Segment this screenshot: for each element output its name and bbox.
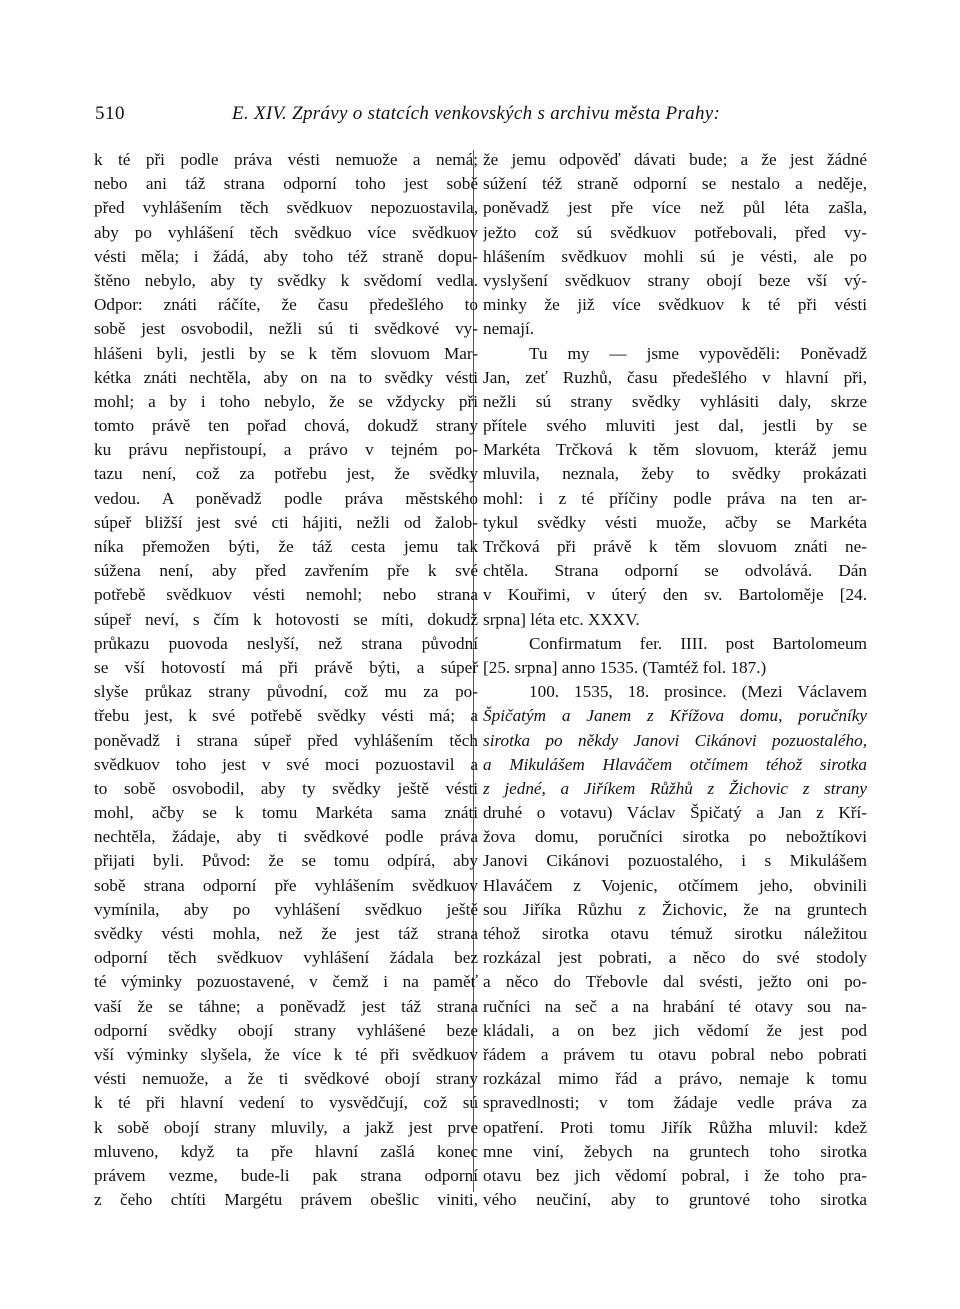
text-line: sou Jiříka Růzhu z Žichovic, že na gruntech [483,899,867,919]
text-line: v Kouřimi, v úterý den sv. Bartoloměje [24. [483,585,867,605]
text-line: nebo ani táž strana odporní toho jest sobě [94,174,478,194]
text-line: Janovi Cikánovi pozuostalého, i s Mikulášem [483,851,867,871]
text-line: Markéta Trčková k těm slovuom, kteráž jemu [483,440,867,460]
text-line: před vyhlášením těch svědkuov nepozuostavila, [94,198,478,218]
text-line: odporní svědky obojí strany vyhlášené beze [94,1020,478,1040]
paragraph-entry-100 [483,680,867,1212]
text-line: sirotka po někdy Janovi Cikánovi pozuostalého, [483,730,867,750]
text-line: poněvadž jest pře více než půl léta zašla, [483,198,867,218]
text-line: k té při podle práva vésti nemuože a nemá; [94,150,478,169]
text-line: Jan, zeť Ruzhů, času předešlého v hlavní při, [483,367,867,387]
text-line: ručníci na seč a na hrabání té otavy sou na- [483,996,867,1016]
text-line: žova domu, poručníci sirotka po nebožtíkovi [483,827,867,847]
right-column [483,148,867,1212]
text-line: súpeř neví, s čím k hotovosti se míti, dokudž [94,609,478,629]
text-line: k sobě obojí strany mluvily, a jakž jest prve [94,1117,478,1137]
text-line: slyše průkaz strany původní, což mu za po- [94,682,478,702]
text-line: súžení též straně odporní se nestalo a neděje, [483,174,867,194]
text-line: poněvadž i strana súpeř před vyhlášením těch [94,730,478,750]
running-title: E. XIV. Zprávy o statcích venkovských s archivu města Prahy: [232,103,721,124]
text-line: kládali, a on bez jich vědomí že jest pod [483,1020,867,1040]
text-line: vymínila, aby po vyhlášení svědkuo ještě [94,899,478,919]
text-line: sobě strana odporní pře vyhlášením svědkuov [94,875,478,895]
text-line: odporní těch svědkuov vyhlášení žádala bez [94,948,478,968]
text-line: srpna] léta etc. XXXV. [483,609,640,629]
text-line: kétka znáti nechtěla, aby on na to svědky vésti [94,367,478,387]
text-line: nežli sú strany svědky vyhlásiti daly, skrze [483,391,867,411]
text-line: súžena není, aby před zavřením pře k své [94,561,478,581]
text-line: to sobě osvobodil, aby ty svědky ještě vésti [94,778,478,798]
text-line: hlášením svědkuov mohli sú je vésti, ale po [483,246,867,266]
text-line: vyslyšení svědkuov strany obojí beze vší vý- [483,270,867,290]
text-line: průkazu puovoda neslyší, než strana původní [94,633,478,653]
paragraph-ruling [483,342,867,632]
text-line: Špičatým a Janem z Křížova domu, poručníky [483,706,867,726]
text-line: že jemu odpověď dávati bude; a že jest žádné [483,150,867,169]
text-line: spravedlnosti; v tom žádaje vedle práva za [483,1093,867,1113]
text-line: otavu bez jich vědomí pobral, i že toho pra- [483,1165,867,1185]
text-line: mohl, ačby se k tomu Markéta sama znáti [94,803,478,823]
text-line: mluveno, když ta pře hlavní zašlá konec [94,1141,478,1161]
text-line: tykul svědky vésti muože, ačby se Markéta [483,512,867,532]
text-line: třebu jest, k své potřebě svědky vésti má; a [94,706,478,726]
text-line: mluvila, neznala, žeby to svědky prokázati [483,464,867,484]
text-line: súpeř bližší jest své cti hájiti, nežli od žalob- [94,512,478,532]
text-line: mne viní, žebych na gruntech toho sirotka [483,1141,867,1161]
text-line: Odpor: znáti ráčíte, že času předešlého to [94,295,478,315]
text-line: Trčková při právě k těm slovuom znáti ne- [483,537,867,556]
text-line: přijati byli. Původ: že se tomu odpírá, aby [94,851,478,871]
text-line: minky že již více svědkuov k té při vésti [483,295,867,315]
text-line: hlášeni byli, jestli by se k těm slovuom Mar- [94,343,478,363]
text-line: z jedné, a Jiříkem Růžhů z Žichovic z strany [483,778,867,798]
text-line: právem vezme, bude-li pak strana odporní [94,1165,478,1185]
text-line: štěno nebylo, aby ty svědky k svědomí vedla. [94,270,478,290]
text-line: potřebě svědkuov vésti nemohl; nebo strana [94,585,478,605]
text-line: ku právu nepřistoupí, a právo v tejném po- [94,440,478,460]
text-line: vaší že se táhne; a poněvadž jest táž strana [94,996,478,1016]
page-number: 510 [95,103,125,124]
text-line: svědky vésti mohla, než že jest táž strana [94,924,478,943]
text-line: téhož sirotka otavu témuž sirotku náležitou [483,924,867,943]
paragraph-confirmation [483,632,867,680]
text-line: vší výminky slyšela, že více k té při svědkuov [94,1044,478,1064]
text-line: vésti nemuože, a že ti svědkové obojí strany [94,1069,478,1089]
text-line: přítele svého mluviti jest dal, jestli by se [483,416,867,436]
text-line: Confirmatum fer. IIII. post Bartolomeum [529,633,867,653]
paragraph-verdict-end [483,148,867,342]
text-line: chtěla. Strana odporní se odvolává. Dán [483,561,867,581]
text-line: se vší hotovostí má při právě býti, a súpeř [94,657,478,677]
text-line: té výminky pozuostavené, v čemž i na paměť [94,972,478,992]
text-line: [25. srpna] anno 1535. (Tamtéž fol. 187.) [483,657,767,677]
text-line: tomto právě ten pořad chová, dokudž strany [94,416,478,436]
text-line: rozkázal mimo řád a právo, nemaje k tomu [483,1069,867,1089]
text-line: níka přemožen býti, že táž cesta jemu tak [94,537,478,556]
text-line: z čeho chtíti Margétu právem obešlic viniti, [94,1190,478,1210]
text-line: Tu my — jsme vypověděli: Poněvadž [529,343,867,363]
text-line: vedou. A poněvadž podle práva městského [94,488,478,508]
text-line: Hlaváčem z Vojenic, otčímem jeho, obvinili [483,875,867,895]
text-line: sobě jest osvobodil, nežli sú ti svědkové vy- [94,319,478,339]
text-line: svědkuov toho jest v své moci pozuostavil a [94,754,478,774]
text-line: vého neučiní, aby to gruntové toho sirotka [483,1190,867,1210]
text-line: 100. 1535, 18. prosince. (Mezi Václavem [529,682,867,702]
text-line: řádem a právem tu otavu pobral nebo pobrati [483,1044,867,1064]
text-line: vésti měla; i žádá, aby toho též straně dopu- [94,246,478,266]
text-line: aby po vyhlášení těch svědkuo více svědkuov [94,222,478,242]
text-line: nemají. [483,319,535,339]
text-line: opatření. Proti tomu Jiřík Růžha mluvil: kdež [483,1117,867,1137]
text-line: mohl; a by i toho nebylo, že se vždycky při [94,391,478,411]
text-line: druhé o votavu) Václav Špičatý a Jan z Kří- [483,803,867,823]
left-column [94,148,478,1212]
text-line: mohl: i z té příčiny podle práva na ten ar- [483,488,867,508]
text-line: ježto což sú svědkuov potřebovali, před vy- [483,222,867,242]
text-line: tazu není, což za potřebu jest, že svědky [94,464,478,484]
text-line: rozkázal jest pobrati, a něco do své stodoly [483,948,867,968]
text-line: a něco do Třebovle dal svésti, ježto oni po- [483,972,867,992]
text-line: a Mikulášem Hlaváčem otčímem téhož sirotka [483,754,867,774]
text-line: nechtěla, žádaje, aby ti svědkové podle práva [94,827,478,847]
text-line: k té při hlavní vedení to vysvědčují, což sú [94,1093,478,1113]
